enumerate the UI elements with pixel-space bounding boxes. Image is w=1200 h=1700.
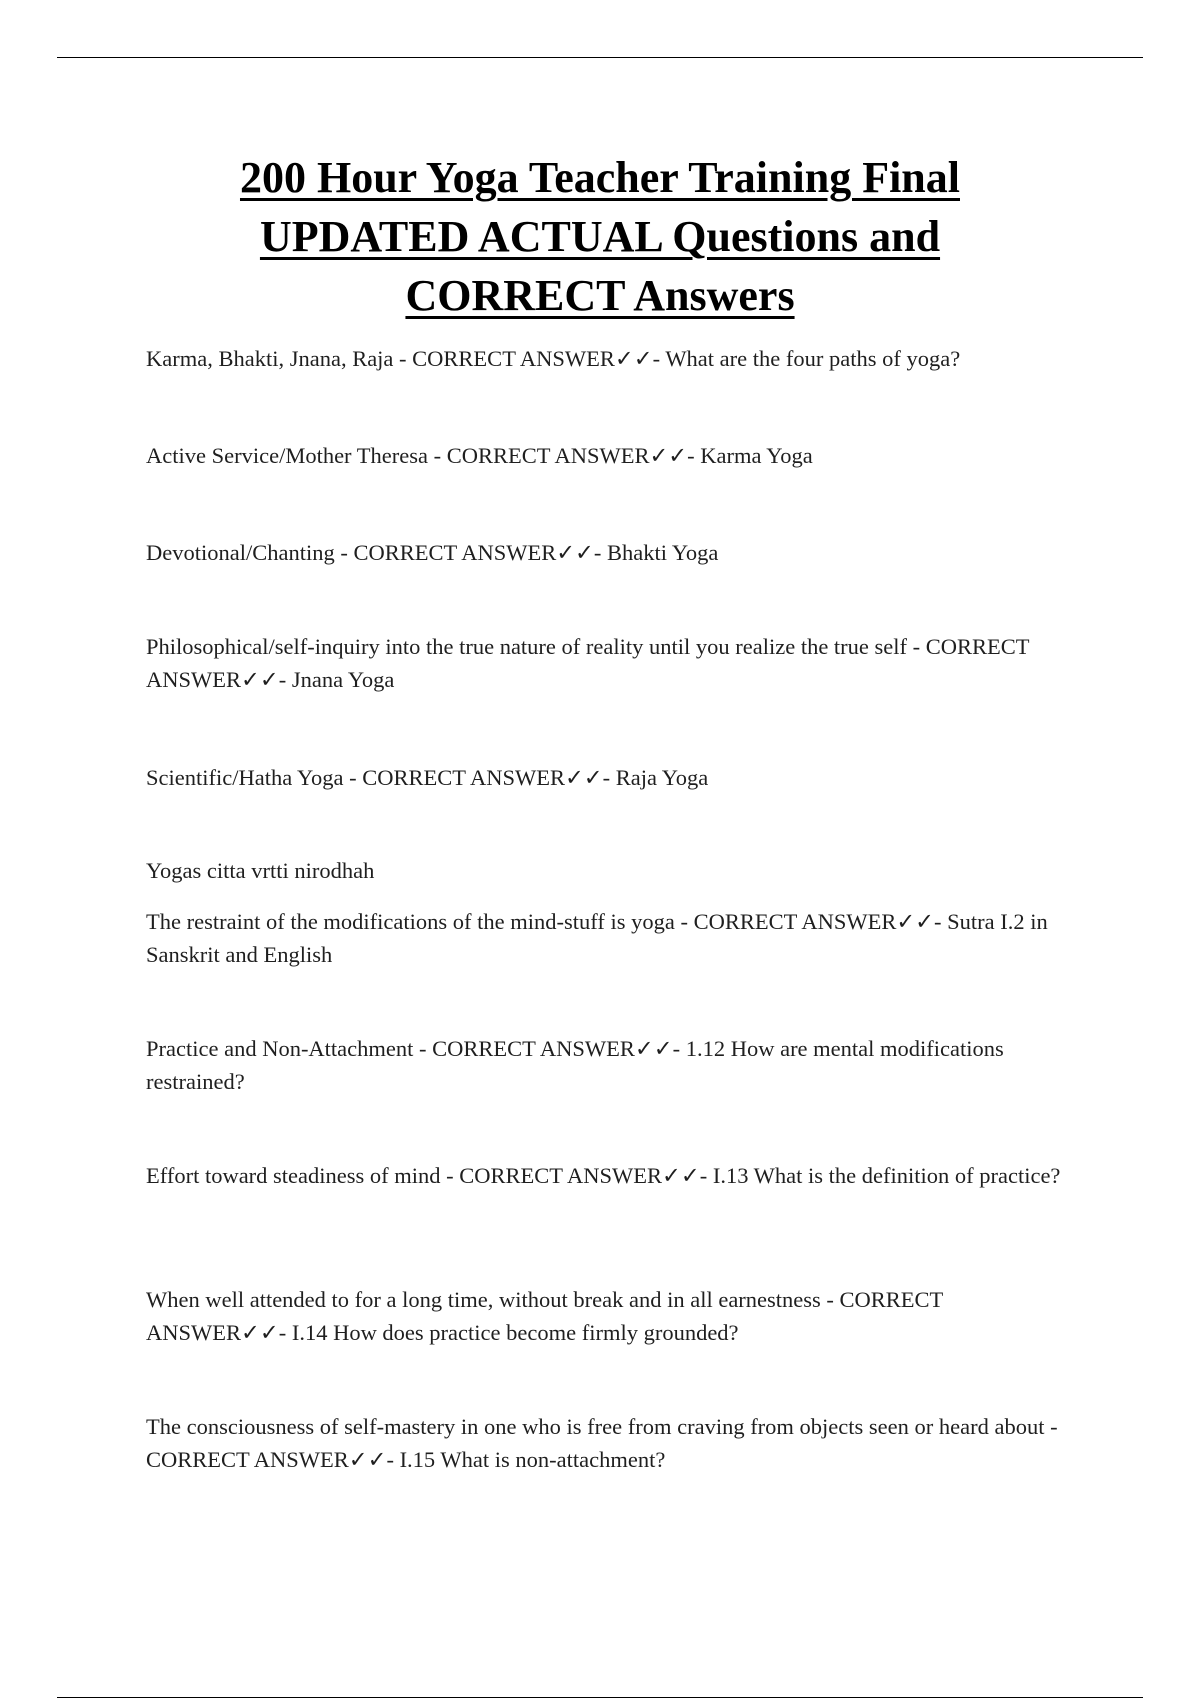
qa-entry: Practice and Non-Attachment - CORRECT ANSWER✓✓- 1.12 How are mental modifications restrained? bbox=[146, 1036, 1004, 1094]
qa-entry: Yogas citta vrtti nirodhah bbox=[146, 858, 375, 883]
qa-entry: When well attended to for a long time, without break and in all earnestness - CORRECT ANSWER✓✓- I.14 How does practice become firmly grounded? bbox=[146, 1287, 943, 1345]
qa-entry: Philosophical/self-inquiry into the true nature of reality until you realize the true self - CORRECT ANSWER✓✓- Jnana Yoga bbox=[146, 634, 1030, 692]
qa-entry: The restraint of the modifications of the mind-stuff is yoga - CORRECT ANSWER✓✓- Sutra I.2 in Sanskrit and English bbox=[146, 909, 1048, 967]
title-line: CORRECT Answers bbox=[405, 271, 795, 320]
title-line: UPDATED ACTUAL Questions and bbox=[259, 212, 941, 261]
qa-entry: Karma, Bhakti, Jnana, Raja - CORRECT ANSWER✓✓- What are the four paths of yoga? bbox=[146, 346, 961, 371]
qa-entry: Effort toward steadiness of mind - CORRECT ANSWER✓✓- I.13 What is the definition of practice? bbox=[146, 1163, 1061, 1188]
title-line: 200 Hour Yoga Teacher Training Final bbox=[239, 153, 960, 202]
qa-entry: Devotional/Chanting - CORRECT ANSWER✓✓- Bhakti Yoga bbox=[146, 540, 719, 565]
qa-entry: Scientific/Hatha Yoga - CORRECT ANSWER✓✓- Raja Yoga bbox=[146, 765, 709, 790]
bottom-rule bbox=[57, 1697, 1143, 1698]
qa-entry: The consciousness of self-mastery in one who is free from craving from objects seen or heard about - CORRECT ANSWER✓✓- I.15 What is non-attachment? bbox=[146, 1414, 1058, 1472]
qa-entry: Active Service/Mother Theresa - CORRECT ANSWER✓✓- Karma Yoga bbox=[146, 443, 813, 468]
